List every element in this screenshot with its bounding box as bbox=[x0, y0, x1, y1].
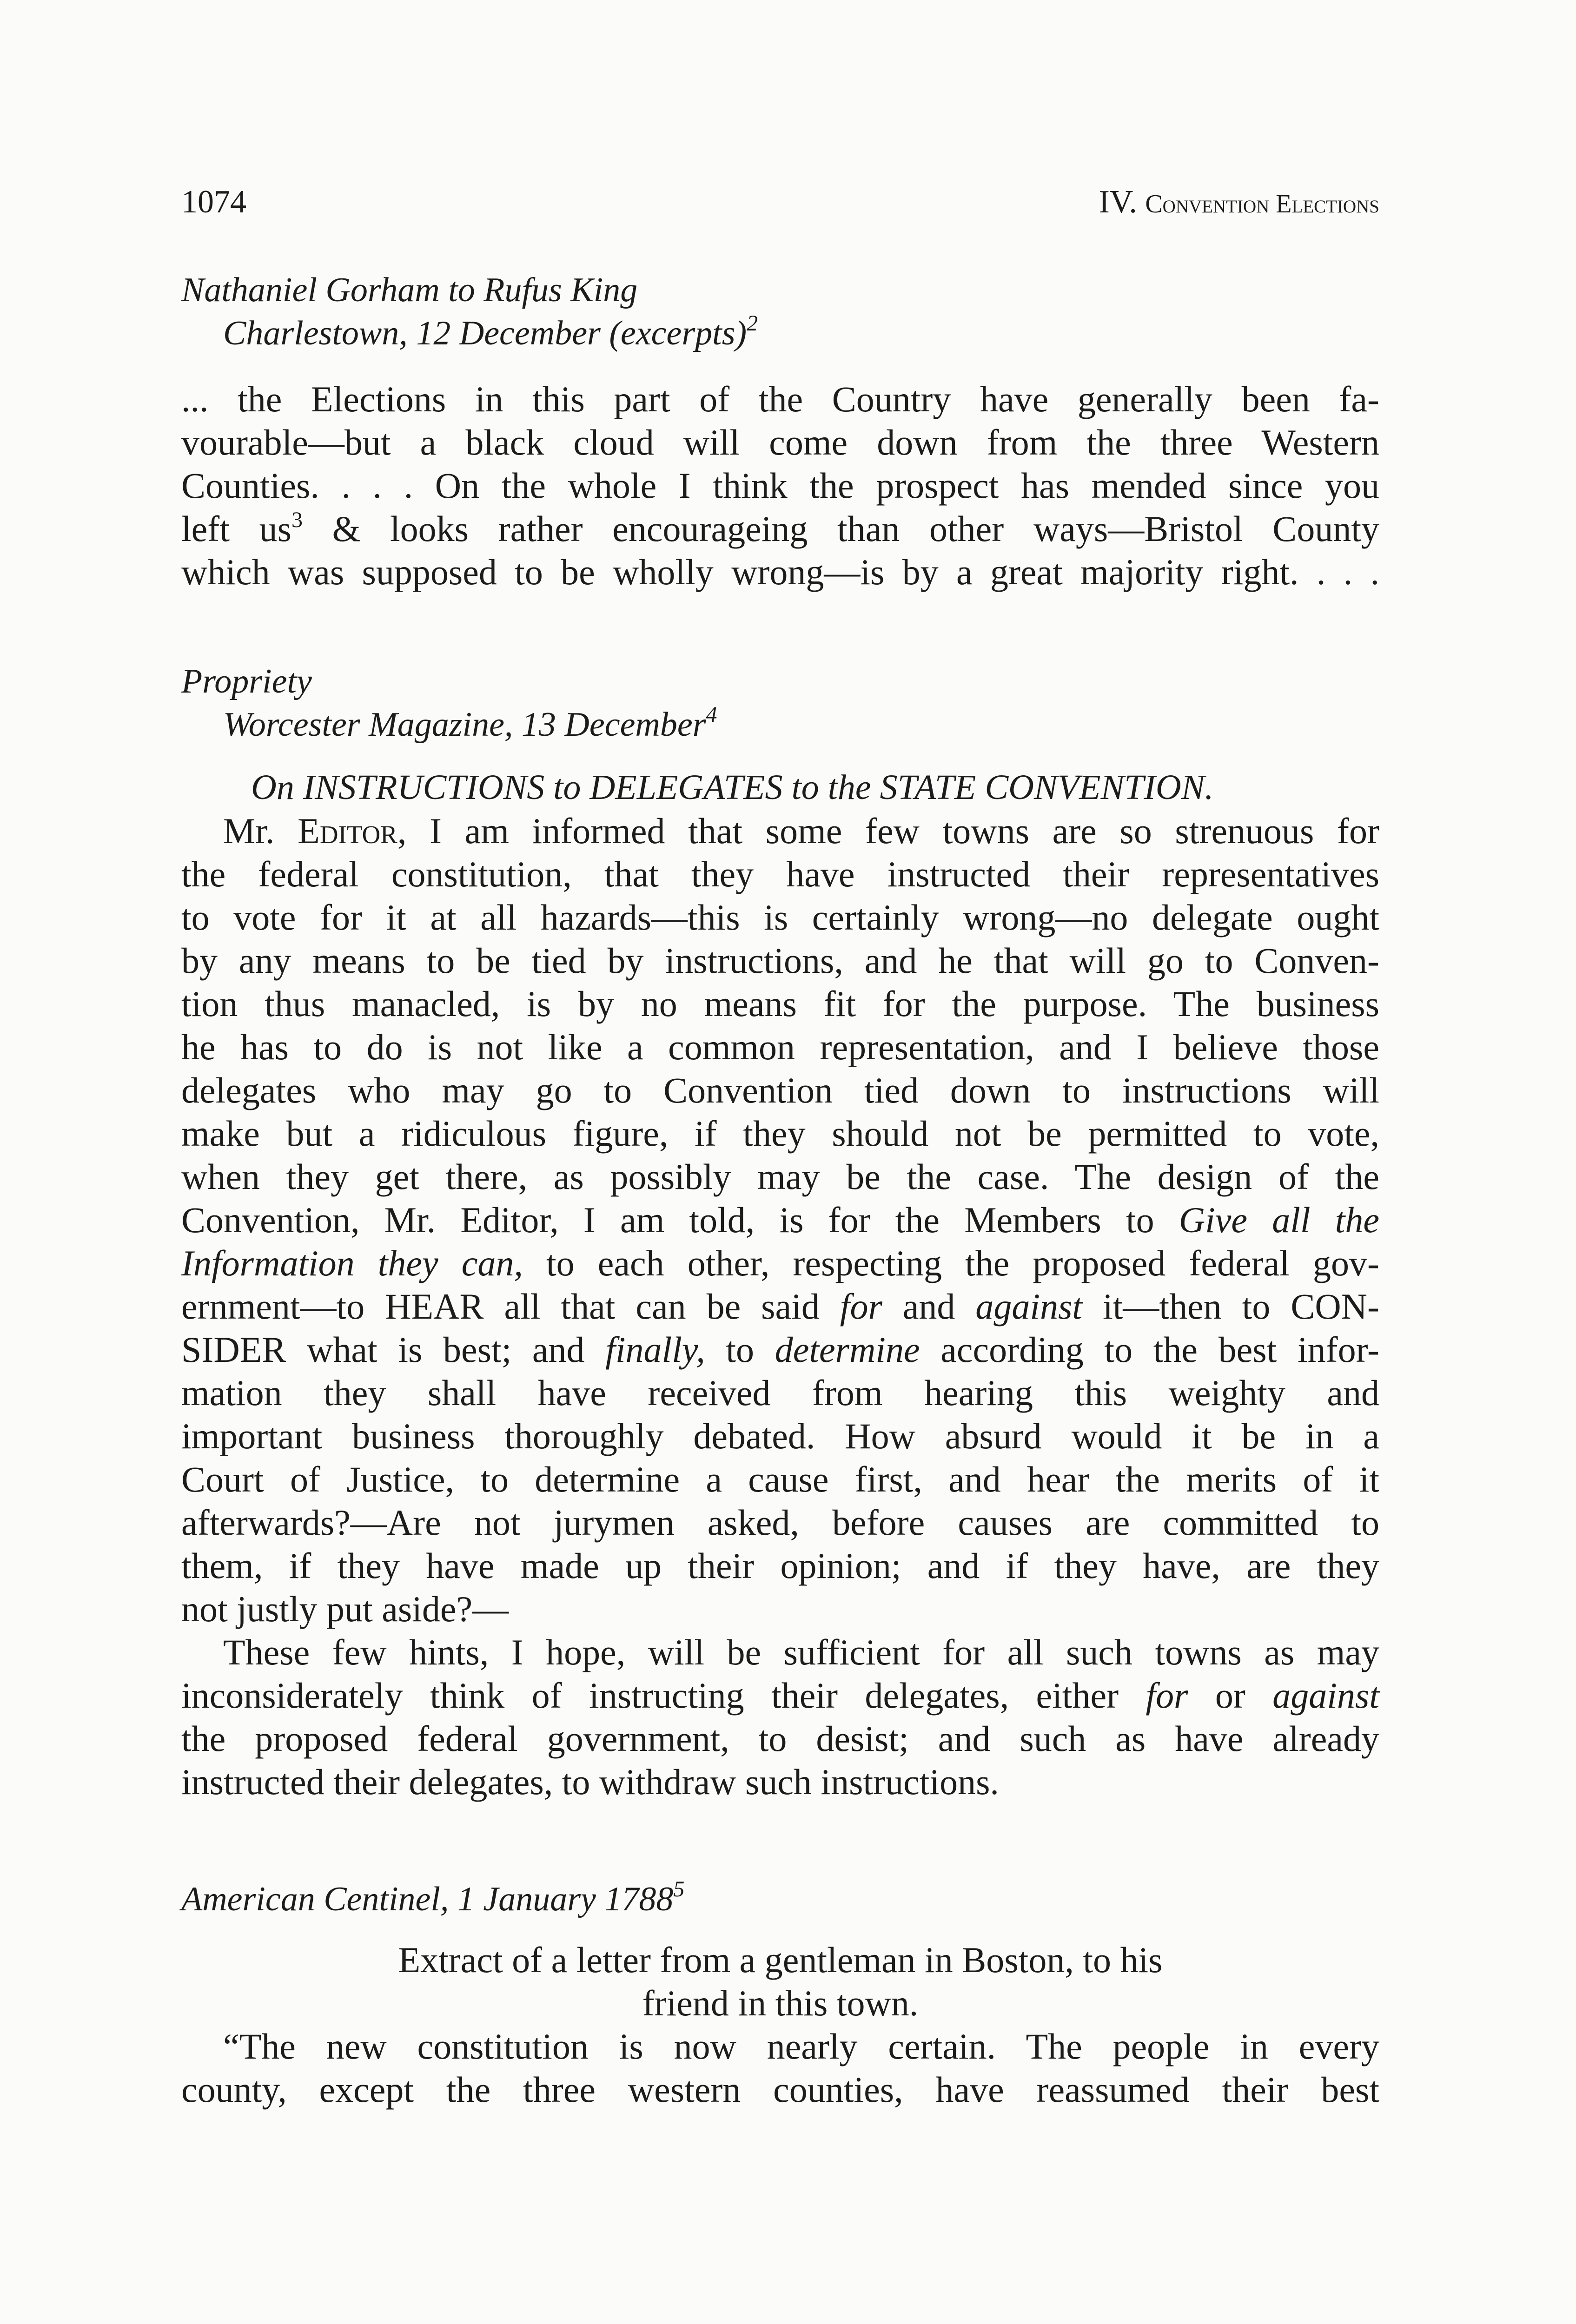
text-line: which was supposed to be wholly wrong—is by a great majority right. . . . bbox=[181, 552, 1379, 592]
propriety-heading-title: Propriety bbox=[181, 662, 312, 700]
text-run: finally, bbox=[605, 1329, 705, 1370]
gorham-heading-source: Charlestown, 12 December (excerpts) bbox=[223, 314, 747, 352]
extract-caption-line: Extract of a letter from a gentleman in Boston, to his bbox=[398, 1940, 1163, 1980]
article-title: On INSTRUCTIONS to DELEGATES to the STATE CONVENTION. bbox=[251, 768, 1214, 807]
text-line: delegates who may go to Convention tied down to instructions will bbox=[181, 1070, 1379, 1110]
gorham-heading bbox=[181, 269, 758, 355]
text-line bbox=[181, 1328, 1379, 1371]
text-line: when they get there, as possibly may be the case. The design of the bbox=[181, 1156, 1379, 1197]
propriety-heading bbox=[181, 660, 717, 746]
text-line: afterwards?—Are not jurymen asked, before causes are committed to bbox=[181, 1502, 1379, 1543]
text-line: These few hints, I hope, will be sufficient for all such towns as may bbox=[223, 1632, 1379, 1672]
text-run: Convention, Mr. Editor, I am told, is for the Members to bbox=[181, 1200, 1179, 1240]
text-line: instructed their delegates, to withdraw such instructions. bbox=[181, 1762, 999, 1802]
text-line bbox=[181, 1198, 1379, 1241]
text-line: important business thoroughly debated. How absurd would it be in a bbox=[181, 1416, 1379, 1456]
footnote-ref: 3 bbox=[291, 508, 303, 532]
gorham-heading-source-line bbox=[181, 312, 758, 355]
text-run: Editor bbox=[298, 811, 397, 851]
centinel-heading-title: American Centinel, 1 January 1788 bbox=[181, 1880, 674, 1918]
text-run: determine bbox=[775, 1329, 920, 1370]
text-line: ... the Elections in this part of the Country have generally been fa- bbox=[181, 379, 1379, 419]
running-head-title bbox=[1099, 184, 1379, 221]
text-line: vourable—but a black cloud will come down from the three Western bbox=[181, 422, 1379, 462]
text-line: by any means to be tied by instructions, and he that will go to Conven- bbox=[181, 940, 1379, 981]
centinel-heading bbox=[181, 1878, 684, 1921]
extract-caption-line: friend in this town. bbox=[642, 1983, 919, 2023]
section-title: Convention Elections bbox=[1145, 190, 1379, 218]
text-run: it—then to CON- bbox=[1082, 1286, 1379, 1327]
section-number: IV. bbox=[1099, 184, 1137, 220]
text-line: he has to do is not like a common representation, and I believe those bbox=[181, 1027, 1379, 1067]
text-line: “The new constitution is now nearly certain. The people in every bbox=[223, 2026, 1379, 2067]
text-run: for bbox=[1146, 1675, 1188, 1716]
text-run: against bbox=[1272, 1675, 1379, 1716]
footnote-ref: 4 bbox=[706, 702, 717, 727]
text-line: the federal constitution, that they have instructed their representatives bbox=[181, 854, 1379, 894]
text-line bbox=[181, 809, 1379, 852]
page-number: 1074 bbox=[181, 184, 246, 220]
text-run: against bbox=[975, 1286, 1083, 1327]
running-header bbox=[181, 184, 1379, 230]
text-run: or bbox=[1188, 1675, 1273, 1716]
text-run: & looks rather encourageing than other ways—Bristol County bbox=[302, 508, 1379, 549]
text-line: them, if they have made up their opinion; and if they have, are they bbox=[181, 1545, 1379, 1586]
text-line bbox=[181, 1285, 1379, 1328]
text-line bbox=[181, 507, 1379, 550]
text-line: county, except the three western counties, have reassumed their best bbox=[181, 2069, 1379, 2110]
text-run: Give all the bbox=[1179, 1200, 1379, 1240]
text-run: to each other, respecting the proposed federal gov- bbox=[523, 1243, 1380, 1283]
text-run: inconsiderately think of instructing their delegates, either bbox=[181, 1675, 1146, 1716]
text-line: make but a ridiculous figure, if they should not be permitted to vote, bbox=[181, 1113, 1379, 1154]
text-line: mation they shall have received from hearing this weighty and bbox=[181, 1373, 1379, 1413]
propriety-article bbox=[181, 766, 1379, 1803]
footnote-ref: 5 bbox=[673, 1877, 685, 1901]
text-run: Information they can, bbox=[181, 1243, 523, 1283]
text-run: to bbox=[705, 1329, 775, 1370]
propriety-heading-source-line bbox=[181, 703, 717, 746]
text-line bbox=[181, 1241, 1379, 1285]
text-run: for bbox=[840, 1286, 882, 1327]
text-line: Court of Justice, to determine a cause first, and hear the merits of it bbox=[181, 1459, 1379, 1499]
text-run: Mr. bbox=[223, 811, 298, 851]
text-run: left us bbox=[181, 508, 291, 549]
text-line: the proposed federal government, to desist; and such as have already bbox=[181, 1718, 1379, 1759]
propriety-heading-source: Worcester Magazine, 13 December bbox=[223, 706, 706, 744]
text-run: according to the best infor- bbox=[920, 1329, 1380, 1370]
text-line: tion thus manacled, is by no means fit for the purpose. The business bbox=[181, 984, 1379, 1024]
text-line: to vote for it at all hazards—this is certainly wrong—no delegate ought bbox=[181, 897, 1379, 938]
text-line: Counties. . . . On the whole I think the prospect has mended since you bbox=[181, 465, 1379, 506]
centinel-article bbox=[181, 1938, 1379, 2111]
text-run: ernment—to HEAR all that can be said bbox=[181, 1286, 840, 1327]
gorham-letter-text bbox=[181, 377, 1379, 594]
text-run: SIDER what is best; and bbox=[181, 1329, 606, 1370]
footnote-ref: 2 bbox=[747, 311, 758, 336]
text-run: and bbox=[882, 1286, 976, 1327]
text-line: not justly put aside?— bbox=[181, 1589, 509, 1629]
text-line bbox=[181, 1674, 1379, 1717]
gorham-heading-title: Nathaniel Gorham to Rufus King bbox=[181, 271, 638, 309]
text-run: , I am informed that some few towns are so strenuous for bbox=[397, 811, 1379, 851]
